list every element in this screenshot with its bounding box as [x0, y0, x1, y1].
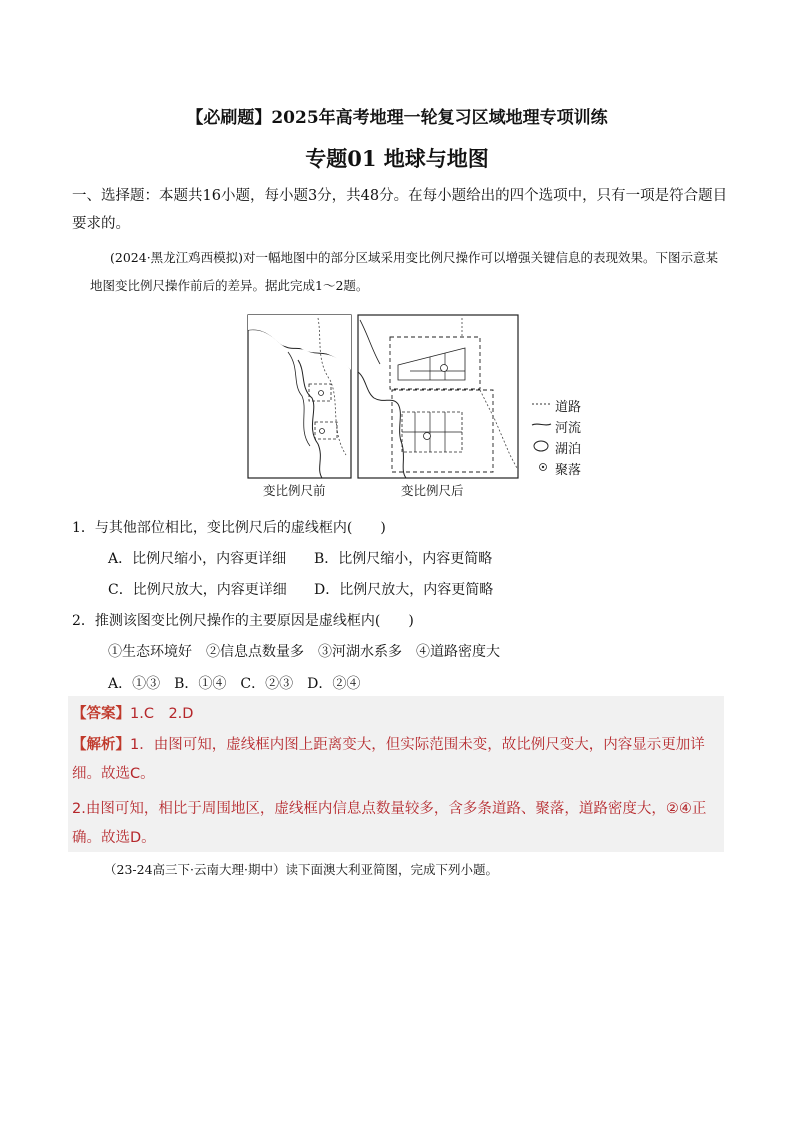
- section-instruction: 一、选择题：本题共16小题，每小题3分，共48分。在每小题给出的四个选项中，只有一项是符合题目要求的。: [72, 188, 728, 232]
- question-2-stem: 2．推测该图变比例尺操作的主要原因是虚线框内( ): [72, 613, 414, 629]
- q2-options: A．①③ B．①④ C．②③ D．②④: [108, 676, 361, 692]
- answer-label: 【答案】: [72, 706, 130, 722]
- document-title: 【必刷题】2025年高考地理一轮复习区域地理专项训练: [186, 108, 608, 128]
- answer-text: 1.C 2.D: [130, 706, 194, 722]
- analysis-label: 【解析】: [72, 737, 130, 753]
- legend-settlement: 聚落: [555, 463, 582, 478]
- q1-option-b: B．比例尺缩小，内容更简略: [314, 551, 493, 567]
- passage-1: (2024·黑龙江鸡西模拟)对一幅地图中的部分区域采用变比例尺操作可以增强关键信息的表现效果。下图示意某地图变比例尺操作前后的差异。据此完成1～2题。: [90, 250, 719, 293]
- map-before-panel: [248, 315, 351, 478]
- map-after-panel: [358, 315, 518, 478]
- caption-after: 变比例尺后: [401, 483, 464, 498]
- legend-road: 道路: [555, 400, 582, 415]
- q2-statements: ①生态环境好 ②信息点数量多 ③河湖水系多 ④道路密度大: [108, 644, 500, 660]
- answer-line: [72, 700, 722, 729]
- analysis-text-2: 2.由图可知，相比于周围地区，虚线框内信息点数量较多，含多条道路、聚落，道路密度大，②④正确。故选D。: [72, 801, 707, 846]
- map-legend: [532, 404, 551, 471]
- analysis-1: [72, 731, 722, 789]
- caption-before: 变比例尺前: [263, 483, 326, 498]
- scale-map-figure: [0, 0, 794, 520]
- legend-river: 河流: [555, 421, 582, 436]
- question-1-stem: 1．与其他部位相比，变比例尺后的虚线框内( ): [72, 520, 386, 536]
- q1-option-d: D．比例尺放大，内容更简略: [314, 582, 494, 598]
- analysis-text-1: 1．由图可知，虚线框内图上距离变大，但实际范围未变，故比例尺变大，内容显示更加详细。故选C。: [72, 737, 705, 782]
- q1-option-a: A．比例尺缩小，内容更详细: [108, 551, 287, 567]
- passage-2: （23-24高三下·云南大理·期中）读下面澳大利亚简图，完成下列小题。: [104, 862, 498, 877]
- legend-lake: 湖泊: [555, 442, 582, 457]
- topic-title: 专题01 地球与地图: [305, 146, 489, 171]
- q1-option-c: C．比例尺放大，内容更详细: [108, 582, 287, 598]
